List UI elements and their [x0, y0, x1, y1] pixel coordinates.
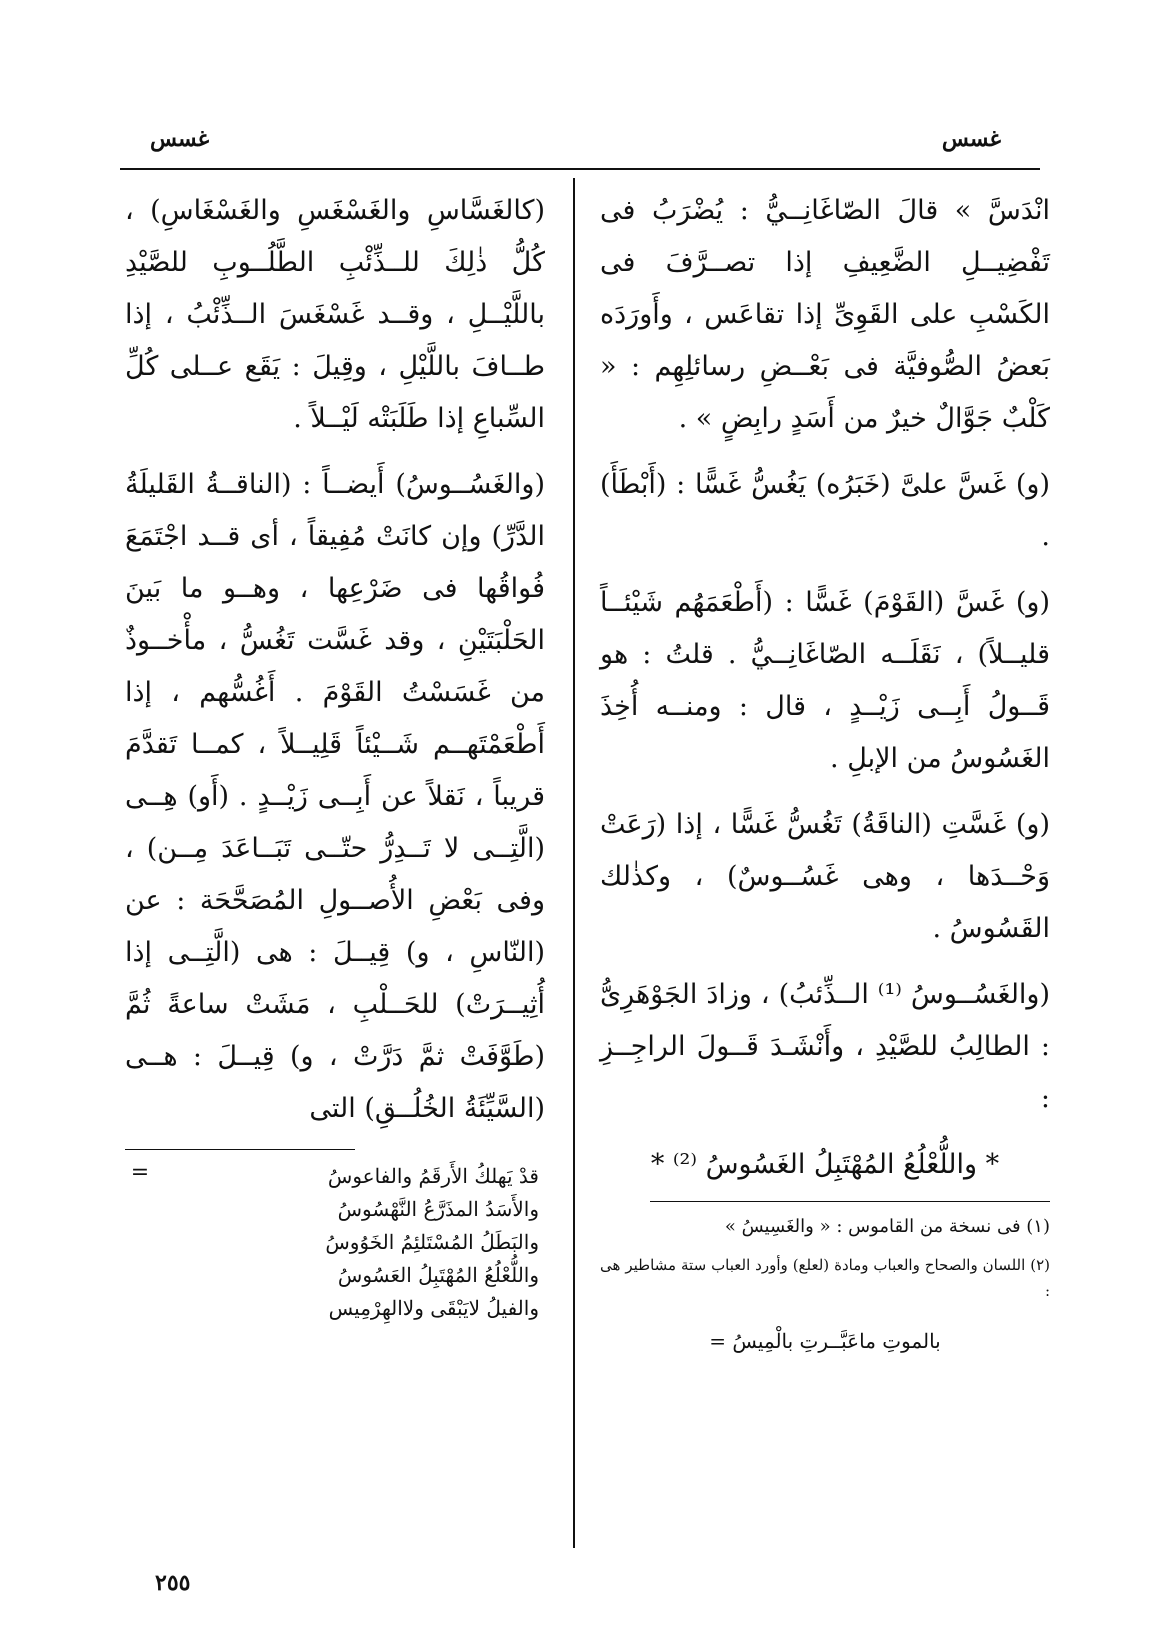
paragraph: (و) غَسَّ علىَّ (خَبَرُه) يَغُسُّ غَسًّا : (أَبْطَأَ) . — [600, 469, 1050, 552]
paragraph: (كالغَسَّاسِ والغَسْغَسِ والغَسْغَاسِ) ، كُلُّ ذٰلِكَ للــذِّئْبِ الطَّلُــوبِ للصَّيْدِ باللَّيْــلِ ، وقــد غَسْغَسَ الــذِّئْبُ ، إذا طــافَ باللَّيْلِ ، وقِيلَ : يَقَع عــلى كُلِّ السِّباعِ إذا طَلَبَتْه لَيْــلاً . — [125, 195, 545, 434]
footnote-rule — [125, 1149, 355, 1150]
left-column — [125, 185, 545, 1325]
page-number: ٢٥٥ — [155, 1570, 191, 1596]
header-rule — [120, 168, 1040, 170]
footnote-2: (٢) اللسان والصحاح والعباب ومادة (لعلع) وأورد العباب ستة مشاطير هى : — [600, 1256, 1050, 1300]
paragraph: (و) غَسَّتِ (الناقَةُ) تَغُسُّ غَسًّا ، إذا (رَعَتْ وَحْــدَها ، وهى غَسُــوسٌ) ، وكذٰلك القَسُوسُ . — [600, 809, 1050, 944]
footnote-rule — [650, 1201, 1050, 1202]
verse-line: والفيلُ لايَبْقَى ولاالهِرْمِيس — [328, 1296, 539, 1320]
header-left-title: غسس — [150, 126, 210, 152]
verse-line: قدْ يَهلكُ الأَرقَمُ والفاعوسُ — [327, 1164, 539, 1188]
paragraph: (والغَسُــوسُ ⁽¹⁾ الــذِّئبُ) ، وزادَ الجَوْهَرِىُّ : الطالِبُ للصَّيْدِ ، وأَنْشَـدَ قَــولَ الراجِــزِ : — [600, 979, 1050, 1114]
paragraph: (والغَسُــوسُ) أَيضــاً : (الناقــةُ القَليلَةُ الدَّرِّ) وإن كانَتْ مُفِيقاً ، أى قــد اجْتَمَعَ فُواقُها فى ضَرْعِها ، وهــو ما بَينَ الحَلْبَتَيْنِ ، وقد غَسَّت تَغُسُّ ، مأْخــوذٌ من غَسَسْتُ القَوْمَ . أَغُسُّهم ، إذا أَطْعَمْتَهــم شَــيْئاً قَلِيــلاً ، كمــا تَقدَّمَ قريباً ، نَقلاً عن أَبِــى زَيْــدٍ . (أَو) هِــى (الَّتِــى لا تَــدِرُّ حتّــى تَبَــاعَدَ مِــن) ، وفى بَعْضِ الأُصــولِ المُصَحَّحَة : عن (النّاسِ ، و) قِيــلَ : هى (الَّتِــى إذا أُثِيــرَتْ) للحَــلْبِ ، مَشَتْ ساعةً ثُمَّ (طَوَّفَتْ ثمَّ دَرَّتْ ، و) قِيــلَ : هــى (السَّيِّئَةُ الخُلُــقِ) التى — [125, 469, 545, 1124]
paragraph: (و) غَسَّ (القَوْمَ) غَسًّا : (أَطْعَمَهُم شَيْئــاً قليــلاً) ، نَقَلَــه الصّاغَانِــيُّ . قلتُ : هو قَــولُ أَبِــى زَيْــدٍ ، قال : ومنــه أُخِذَ الغَسُوسُ من الإبلِ . — [600, 587, 1050, 774]
paragraph: انْدَسَّ » قالَ الصّاغَانِــيُّ : يُضْرَبُ فى تَفْضِيــلِ الضَّعِيفِ إذا تصــرَّفَ فى الكَسْبِ على القَوِىِّ إذا تقاعَس ، وأَورَدَه بَعضُ الصُّوفيَّة فى بَعْــضِ رسائلِهِم : « كَلْبٌ جَوَّالٌ خيرٌ من أَسَدٍ رابِضٍ » . — [600, 195, 1050, 434]
footnote-verses — [125, 1149, 545, 1325]
right-column — [600, 185, 1050, 1378]
verse-line: واللُّعْلُعُ المُهْتَبِلُ العَسُوسُ — [337, 1263, 539, 1287]
footnote-verse: بالموتِ ماعَبَّــرتِ بالْمِيسُ = — [709, 1329, 941, 1353]
verse-line: والأَسَدُ المذَرَّعُ النَّهْسُوسُ — [337, 1197, 539, 1221]
verse-line: * واللُّعْلُعُ المُهْتَبِلُ الغَسُوسُ ⁽²⁾ * — [650, 1149, 1000, 1180]
column-divider — [573, 178, 575, 1548]
header-right-title: غسس — [941, 126, 1001, 152]
verse-line: والبَطَلُ المُسْتَلئِمُ الخَوُوسُ — [325, 1230, 539, 1254]
footnote-1: (١) فى نسخة من القاموس : « والغَسِيسُ » — [724, 1216, 1050, 1237]
continuation-mark: = — [130, 1160, 150, 1185]
